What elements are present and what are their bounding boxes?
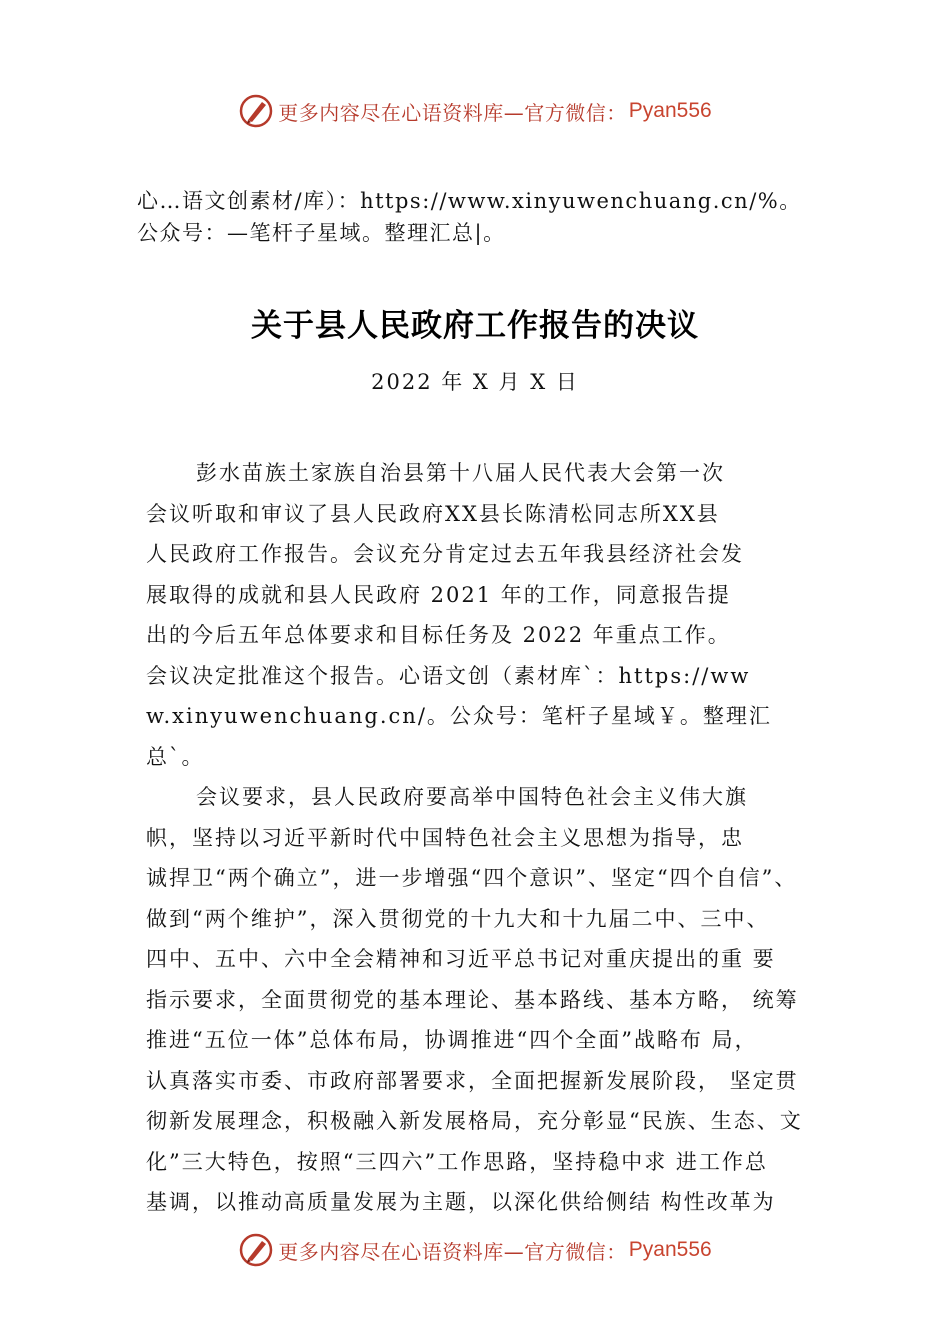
- body-line: 做到“两个维护”，深入贯彻党的十九大和十九届二中、三中、: [146, 906, 770, 931]
- banner-wechat-handle: Pyan556: [628, 99, 712, 122]
- body-line: 会议听取和审议了县人民政府XX县长陈清松同志所XX县: [146, 501, 720, 526]
- body-line: 总`。: [146, 744, 205, 769]
- pen-logo-icon: [238, 93, 274, 129]
- body-line: 基调，以推动高质量发展为主题，以深化供给侧结 构性改革为: [146, 1190, 776, 1214]
- header-note-line: 公众号：—笔杆子星域。整理汇总|。: [137, 221, 506, 245]
- body-line: 会议决定批准这个报告。心语文创（素材库`：https://ww: [146, 663, 751, 688]
- banner-text: 更多内容尽在心语资料库—官方微信：: [278, 1239, 627, 1264]
- pen-logo-icon: [238, 1232, 274, 1268]
- body-line: 认真落实市委、市政府部署要求，全面把握新发展阶段， 坚定贯: [146, 1068, 799, 1093]
- banner-wechat-handle: Pyan556: [628, 1238, 712, 1261]
- body-line: 出的今后五年总体要求和目标任务及 2022 年重点工作。: [146, 623, 731, 647]
- document-body: [146, 453, 836, 1223]
- header-note-line: 心…语文创素材/库）：https://www.xinyuwenchuang.cn/%。: [137, 189, 802, 213]
- body-line: 诚捍卫“两个确立”，进一步增强“四个意识”、坚定“四个自信”、: [146, 866, 798, 890]
- document-date: 2022 年 X 月 X 日: [371, 370, 579, 394]
- body-line: 帜，坚持以习近平新时代中国特色社会主义思想为指导，忠: [146, 825, 744, 850]
- body-line: 四中、五中、六中全会精神和习近平总书记对重庆提出的重 要: [146, 947, 776, 971]
- bottom-banner: [0, 1232, 950, 1268]
- body-line: 会议要求，县人民政府要高举中国特色社会主义伟大旗: [196, 785, 748, 809]
- body-line: 人民政府工作报告。会议充分肯定过去五年我县经济社会发: [146, 542, 744, 566]
- body-line: 彭水苗族土家族自治县第十八届人民代表大会第一次: [196, 461, 725, 485]
- document-title: 关于县人民政府工作报告的决议: [251, 308, 699, 344]
- body-line: w.xinyuwenchuang.cn/。公众号：笔杆子星域￥。整理汇: [146, 704, 772, 728]
- banner-text: 更多内容尽在心语资料库—官方微信：: [278, 100, 627, 125]
- top-banner: [0, 93, 950, 129]
- header-note: [137, 185, 837, 249]
- body-line: 推进“五位一体”总体布局，协调推进“四个全面”战略布 局，: [146, 1028, 758, 1052]
- body-line: 指示要求，全面贯彻党的基本理论、基本路线、基本方略， 统筹: [146, 987, 799, 1012]
- body-line: 化”三大特色，按照“三四六”工作思路，坚持稳中求 进工作总: [146, 1149, 768, 1174]
- body-line: 彻新发展理念，积极融入新发展格局，充分彰显“民族、生态、文: [146, 1109, 803, 1133]
- body-line: 展取得的成就和县人民政府 2021 年的工作，同意报告提: [146, 582, 731, 607]
